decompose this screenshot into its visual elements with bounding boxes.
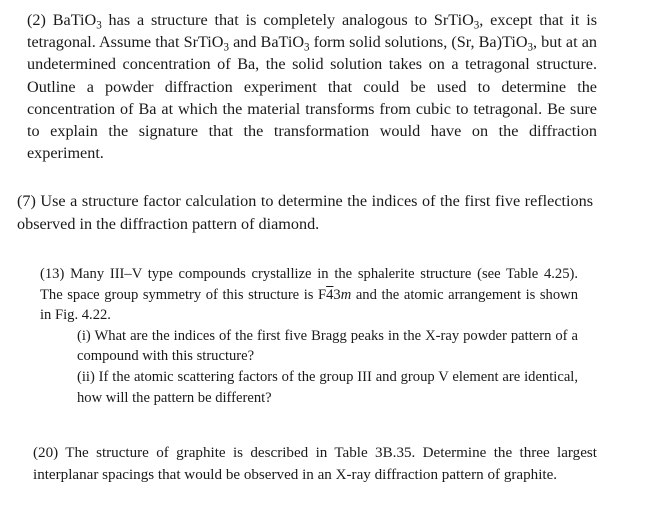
problem-text: form solid solutions, (Sr, Ba)TiO [309,33,528,52]
subquestion-ii: (ii) If the atomic scattering factors of the group III and group V element are identical, how will the pattern be different? [77,368,578,406]
subquestion-i: (i) What are the indices of the first five Bragg peaks in the X-ray powder pattern of a compound with this structure? [77,327,578,365]
problem-number: (2) [27,11,46,29]
space-group-bar-digit: 4 [326,286,334,303]
problem-text: Many III–V type compounds crystallize in the sphalerite structure (see Table 4.25). The space group symmetry of this structure is F [40,266,579,303]
problem-text: and BaTiO [228,33,305,52]
problem-text: The structure of graphite is described in Table 3B.35. Determine the three largest interplanar spacings that would be observed in an X-ray diffraction pattern of graphite. [33,445,597,483]
problem-2 [27,9,597,164]
space-group-mirror: m [340,286,352,303]
subscript: 3 [473,19,480,32]
problem-text: and the atomic arrangement is shown in Fig. 4.22. [40,286,578,324]
problem-text: Use a structure factor calculation to determine the indices of the first five reflections observed in the diffraction pattern of diamond. [17,192,593,233]
subscript: 3 [527,41,534,54]
problem-text: has a structure that is completely analogous to SrTiO [101,11,474,29]
problem-number: (13) [40,266,65,282]
problem-text: , except that it is tetragonal. Assume that SrTiO [27,11,598,52]
subscript: 3 [223,41,229,54]
problem-text: BaTiO [52,11,97,29]
problem-number: (7) [17,192,36,210]
problem-number: (20) [33,445,59,461]
problem-7 [17,190,593,235]
problem-20 [33,443,597,486]
subscript: 3 [304,41,310,54]
problem-text: , but at an undetermined concentration of Ba, the solid solution takes on a tetragonal structure. Outline a powder diffraction experiment that could be used to determine the concentration of Ba at which the material transforms from cubic to tetragonal. Be sure to explain the signature that the transformation would have on the diffraction experiment. [27,33,597,163]
space-group-digit: 3 [333,286,341,303]
subscript: 3 [96,19,102,32]
problem-13 [40,264,578,408]
